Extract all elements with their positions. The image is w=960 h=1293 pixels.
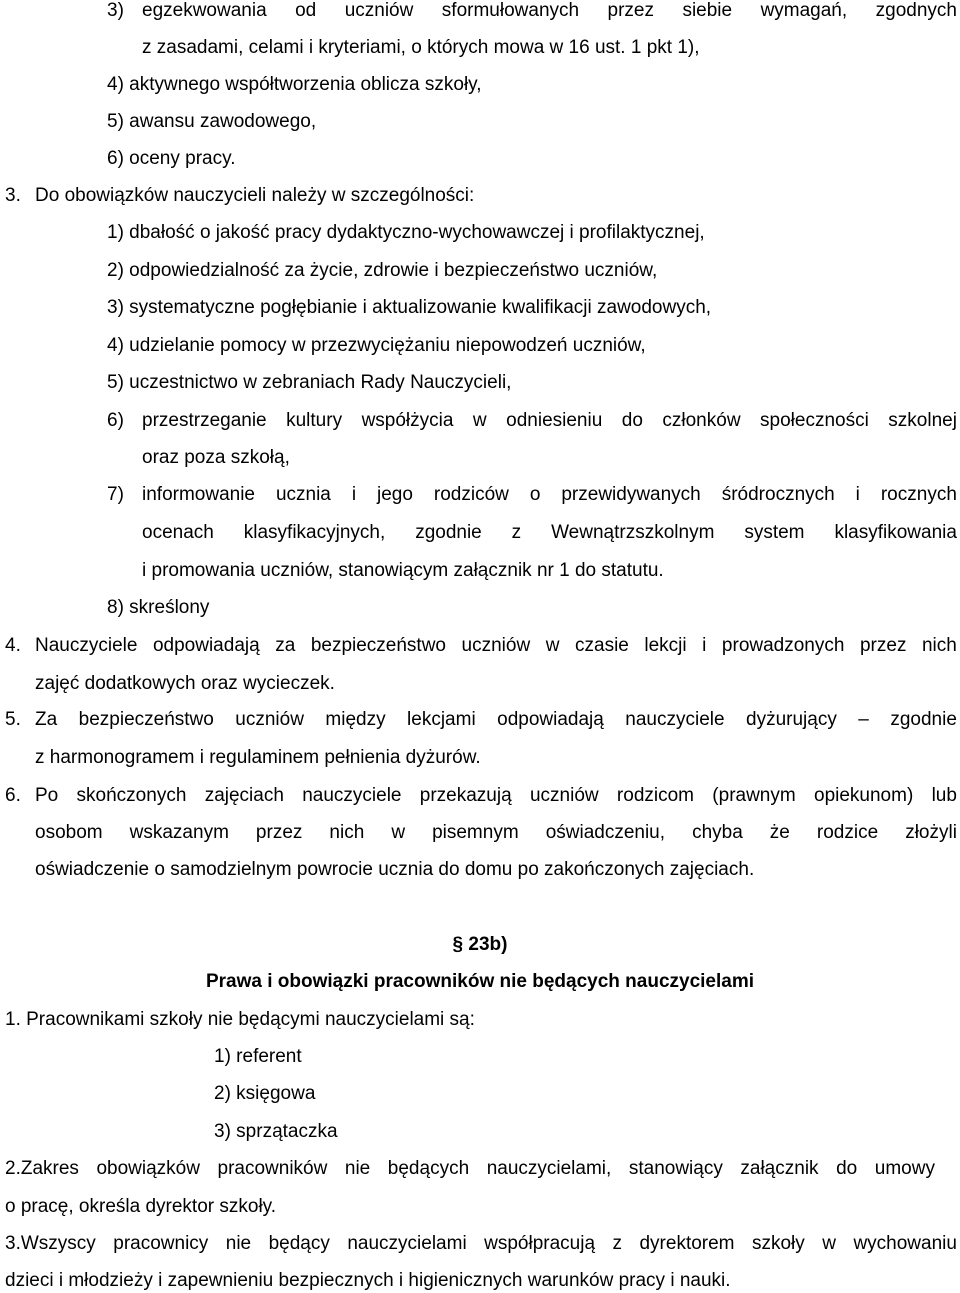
- word: nauczyciele: [302, 785, 402, 806]
- word: bezpieczeństwo: [310, 635, 447, 656]
- word: nich: [921, 635, 957, 656]
- word: rodziców: [433, 484, 509, 505]
- word: (prawnym: [712, 785, 796, 806]
- list-item-continuation: i promowania uczniów, stanowiącym załącznik nr 1 do statutu.: [142, 560, 664, 581]
- paragraph-text: [35, 785, 957, 807]
- word: że: [769, 822, 790, 843]
- word: dyrektorem: [639, 1233, 735, 1254]
- section-number-heading: § 23b): [452, 934, 508, 955]
- paragraph-number: 4.: [5, 635, 21, 656]
- word: wychowaniu: [853, 1233, 957, 1254]
- word: uczniów: [344, 0, 414, 21]
- word: Nauczyciele: [35, 635, 138, 656]
- list-item: 2) księgowa: [214, 1083, 316, 1104]
- word: klasyfikowania: [834, 522, 957, 543]
- word: złożyli: [905, 822, 957, 843]
- word: uczniów: [235, 709, 304, 730]
- paragraph-number: 6.: [5, 785, 21, 806]
- word: nie: [225, 1233, 252, 1254]
- word: rodzice: [816, 822, 879, 843]
- list-item: 4) udzielanie pomocy w przezwyciężaniu niepowodzeń uczniów,: [107, 335, 646, 356]
- word: wskazanym: [129, 822, 229, 843]
- paragraph-continuation: [35, 822, 957, 844]
- list-item: 2) odpowiedzialność za życie, zdrowie i bezpieczeństwo uczniów,: [107, 260, 658, 281]
- word: przewidywanych: [561, 484, 701, 505]
- word: pracownicy: [113, 1233, 209, 1254]
- word: nie: [344, 1158, 371, 1179]
- word: odpowiadają: [152, 635, 260, 656]
- word: osobom: [35, 822, 103, 843]
- word: oświadczeniu,: [545, 822, 666, 843]
- word: i: [855, 484, 860, 505]
- word: w: [822, 1233, 836, 1254]
- word: i: [351, 484, 357, 505]
- paragraph-continuation: o pracę, określa dyrektor szkoły.: [5, 1196, 277, 1217]
- word: współżycia: [361, 410, 454, 431]
- list-item: 5) awansu zawodowego,: [107, 111, 317, 132]
- word: Po: [35, 785, 59, 806]
- paragraph-number: 5.: [5, 709, 21, 730]
- word: szkolnej: [888, 410, 957, 431]
- word: opiekunom): [814, 785, 914, 806]
- word: skończonych: [76, 785, 187, 806]
- list-item-number: 6): [107, 410, 124, 431]
- word: i: [702, 635, 707, 656]
- paragraph-text: Do obowiązków nauczycieli należy w szczególności:: [35, 185, 475, 206]
- list-item-text: [142, 484, 957, 506]
- word: w: [545, 635, 560, 656]
- word: umowy: [874, 1158, 935, 1179]
- word: załącznik: [740, 1158, 819, 1179]
- word: sformułowanych: [441, 0, 580, 21]
- word: przez: [859, 635, 907, 656]
- list-item-text: [142, 410, 957, 432]
- word: Za: [35, 709, 58, 730]
- word: jego: [377, 484, 413, 505]
- word: lekcjami: [407, 709, 476, 730]
- word: system: [744, 522, 805, 543]
- list-item-continuation: oraz poza szkołą,: [142, 447, 290, 468]
- word: współpracują: [484, 1233, 596, 1254]
- word: nauczycielami: [347, 1233, 467, 1254]
- word: chyba: [692, 822, 743, 843]
- word: prowadzonych: [721, 635, 845, 656]
- word: zajęciach: [204, 785, 284, 806]
- paragraph-text: 1. Pracownikami szkoły nie będącymi nauczycielami są:: [5, 1009, 475, 1030]
- list-item: 5) uczestnictwo w zebraniach Rady Nauczycieli,: [107, 372, 512, 393]
- word: od: [295, 0, 317, 21]
- list-item: 1) dbałość o jakość pracy dydaktyczno-wychowawczej i profilaktycznej,: [107, 222, 705, 243]
- word: lub: [931, 785, 957, 806]
- word: Wewnątrzszkolnym: [551, 522, 715, 543]
- word: nauczycielami,: [486, 1158, 612, 1179]
- word: lekcji: [644, 635, 687, 656]
- word: w: [472, 410, 487, 431]
- word: w: [391, 822, 406, 843]
- word: obowiązków: [96, 1158, 200, 1179]
- list-item: 1) referent: [214, 1046, 302, 1067]
- paragraph-continuation: oświadczenie o samodzielnym powrocie ucznia do domu po zakończonych zajęciach.: [35, 859, 755, 880]
- word: będących: [387, 1158, 470, 1179]
- word: z: [612, 1233, 623, 1254]
- list-item: 6) oceny pracy.: [107, 148, 236, 169]
- word: przestrzeganie: [142, 410, 267, 431]
- word: uczniów: [529, 785, 599, 806]
- paragraph-text: [5, 1158, 935, 1180]
- word: bezpieczeństwo: [78, 709, 214, 730]
- list-item-number: 7): [107, 484, 124, 505]
- word: 2.Zakres: [5, 1158, 79, 1179]
- paragraph-text: [35, 635, 957, 657]
- word: o: [529, 484, 541, 505]
- word: do: [621, 410, 643, 431]
- word: przekazują: [419, 785, 512, 806]
- word: –: [858, 709, 869, 730]
- word: zgodnych: [875, 0, 957, 21]
- word: szkoły: [751, 1233, 805, 1254]
- list-item-number: 3): [107, 0, 124, 21]
- paragraph-number: 3.: [5, 185, 21, 206]
- word: przez: [607, 0, 654, 21]
- word: społeczności: [760, 410, 869, 431]
- paragraph-continuation: z harmonogramem i regulaminem pełnienia dyżurów.: [35, 747, 481, 768]
- word: 3.Wszyscy: [5, 1233, 96, 1254]
- word: odpowiadają: [497, 709, 604, 730]
- section-title: Prawa i obowiązki pracowników nie będących nauczycielami: [205, 971, 755, 992]
- word: do: [836, 1158, 858, 1179]
- list-item: 3) sprzątaczka: [214, 1121, 338, 1142]
- paragraph-text: [35, 709, 957, 731]
- list-item: 3) systematyczne pogłębianie i aktualizowanie kwalifikacji zawodowych,: [107, 297, 712, 318]
- word: śródrocznych: [721, 484, 835, 505]
- word: informowanie: [142, 484, 255, 505]
- paragraph-continuation: zajęć dodatkowych oraz wycieczek.: [35, 673, 335, 694]
- word: siebie: [682, 0, 733, 21]
- word: zgodnie: [415, 522, 482, 543]
- paragraph-text: [5, 1233, 957, 1255]
- list-item-continuation: [142, 522, 957, 544]
- word: czasie: [575, 635, 629, 656]
- word: z: [511, 522, 522, 543]
- word: nauczyciele: [625, 709, 725, 730]
- word: dyżurujący: [746, 709, 837, 730]
- list-item: 8) skreślony: [107, 597, 210, 618]
- word: odniesieniu: [506, 410, 603, 431]
- word: pracowników: [217, 1158, 328, 1179]
- word: egzekwowania: [142, 0, 267, 21]
- word: uczniów: [461, 635, 531, 656]
- list-item: 4) aktywnego współtworzenia oblicza szkoły,: [107, 74, 482, 95]
- word: przez: [255, 822, 303, 843]
- word: rocznych: [880, 484, 957, 505]
- list-item-text: [142, 0, 957, 22]
- word: kultury: [286, 410, 343, 431]
- word: pisemnym: [432, 822, 519, 843]
- word: za: [275, 635, 296, 656]
- word: między: [325, 709, 386, 730]
- word: stanowiący: [628, 1158, 723, 1179]
- paragraph-continuation: dzieci i młodzieży i zapewnieniu bezpiecznych i higienicznych warunków pracy i nauki.: [5, 1270, 731, 1291]
- word: będący: [268, 1233, 330, 1254]
- word: wymagań,: [760, 0, 848, 21]
- word: ucznia: [275, 484, 331, 505]
- word: klasyfikacyjnych,: [243, 522, 386, 543]
- word: ocenach: [142, 522, 214, 543]
- word: zgodnie: [890, 709, 957, 730]
- word: rodzicom: [616, 785, 694, 806]
- list-item-continuation: z zasadami, celami i kryteriami, o których mowa w 16 ust. 1 pkt 1),: [142, 37, 700, 58]
- word: członków: [662, 410, 741, 431]
- word: nich: [329, 822, 365, 843]
